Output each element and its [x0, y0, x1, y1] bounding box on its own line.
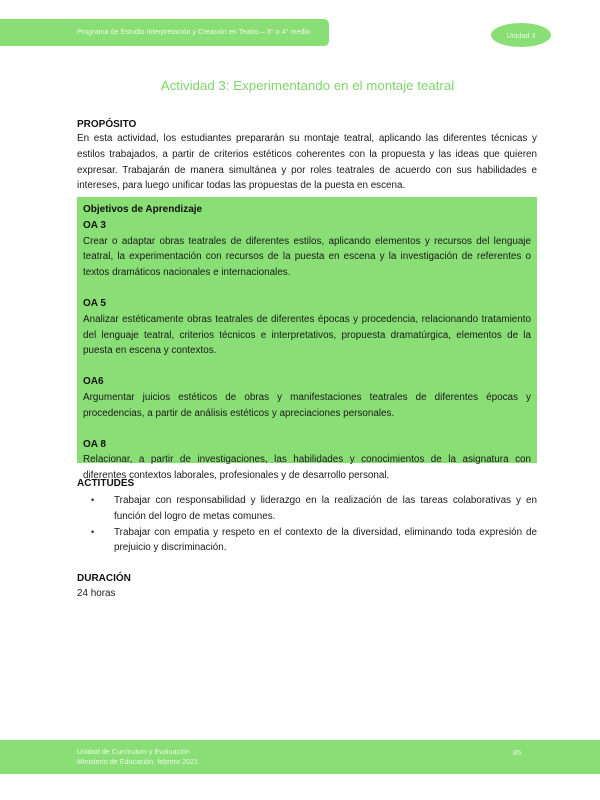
unit-badge: [491, 23, 551, 47]
purpose-section: [77, 119, 537, 194]
purpose-heading: PROPÓSITO: [77, 119, 137, 130]
bullet-icon: •: [91, 526, 95, 537]
objective-code: OA 5: [83, 297, 106, 309]
attitudes-heading: ACTITUDES: [77, 478, 135, 489]
objectives-heading: Objetivos de Aprendizaje: [83, 204, 203, 215]
objective-text: Argumentar juicios estéticos de obras y manifestaciones teatrales de diferentes épocas y procedencias, a partir de análisis estéticos y apreciaciones personales.: [83, 391, 531, 419]
objective-code: OA 3: [83, 219, 106, 231]
objective-text: Relacionar, a partir de investigaciones, las habilidades y conocimientos de la asignatura con diferentes contextos laborales, profesionales y de desarrollo personal.: [83, 454, 531, 482]
objective-item: [83, 218, 531, 281]
duration-value: 24 horas: [77, 588, 116, 599]
page-number: 85: [513, 748, 521, 757]
objective-code: OA6: [83, 376, 104, 388]
duration-section: [77, 572, 377, 602]
footer-unit: Unidad de Currículum y Evaluación: [77, 747, 190, 756]
objective-item: [83, 437, 531, 484]
footer-ministry: Ministerio de Educación, febrero 2021: [77, 757, 199, 766]
objective-item: [83, 374, 531, 421]
footer-bar: [0, 740, 600, 774]
objective-text: Analizar estéticamente obras teatrales de diferentes épocas y procedencia, relacionando tratamiento del lenguaje teatral, criterios técnicos e interpretativos, propuesta dramatúrgica, elementos de la puesta en escena y contextos.: [83, 313, 531, 357]
activity-title: Actividad 3: Experimentando en el montaje teatral: [160, 78, 455, 93]
attitudes-list: [77, 493, 537, 556]
attitude-text: Trabajar con empatia y respeto en el contexto de la diversidad, eliminando toda expresión de prejuicio y discriminación.: [114, 526, 537, 554]
attitude-item: [77, 525, 537, 557]
attitude-item: [77, 493, 537, 525]
bullet-icon: •: [91, 495, 95, 505]
program-title: Programa de Estudio Interpretación y Creación en Teatro – 3° o 4° medio: [77, 27, 310, 36]
header-bar: [0, 19, 329, 46]
duration-heading: DURACIÓN: [77, 573, 131, 584]
objective-item: [83, 296, 531, 359]
attitude-text: Trabajar con responsabilidad y liderazgo en la realización de las tareas colaborativas y en función del logro de metas comunes.: [114, 495, 537, 522]
unit-label: Unidad 3: [506, 30, 536, 40]
purpose-text: En esta actividad, los estudiantes prepararán su montaje teatral, aplicando las diferentes técnicas y estilos trabajados, a partir de criterios estéticos coherentes con la propuesta y las ideas que quieren expresar. Trabajarán de manera simultánea y por roles teatrales de acuerdo con sus habilidades e intereses, para luego unificar todas las propuestas de la puesta en escena.: [77, 133, 537, 192]
attitudes-section: [77, 478, 537, 556]
learning-objectives-box: [77, 197, 537, 482]
objective-code: OA 8: [83, 438, 106, 450]
objective-text: Crear o adaptar obras teatrales de diferentes estilos, aplicando elementos y recursos del lenguaje teatral, la experimentación con recursos de la puesta en escena y la investigación de referentes o textos dramáticos nacionales e internacionales.: [83, 235, 531, 279]
